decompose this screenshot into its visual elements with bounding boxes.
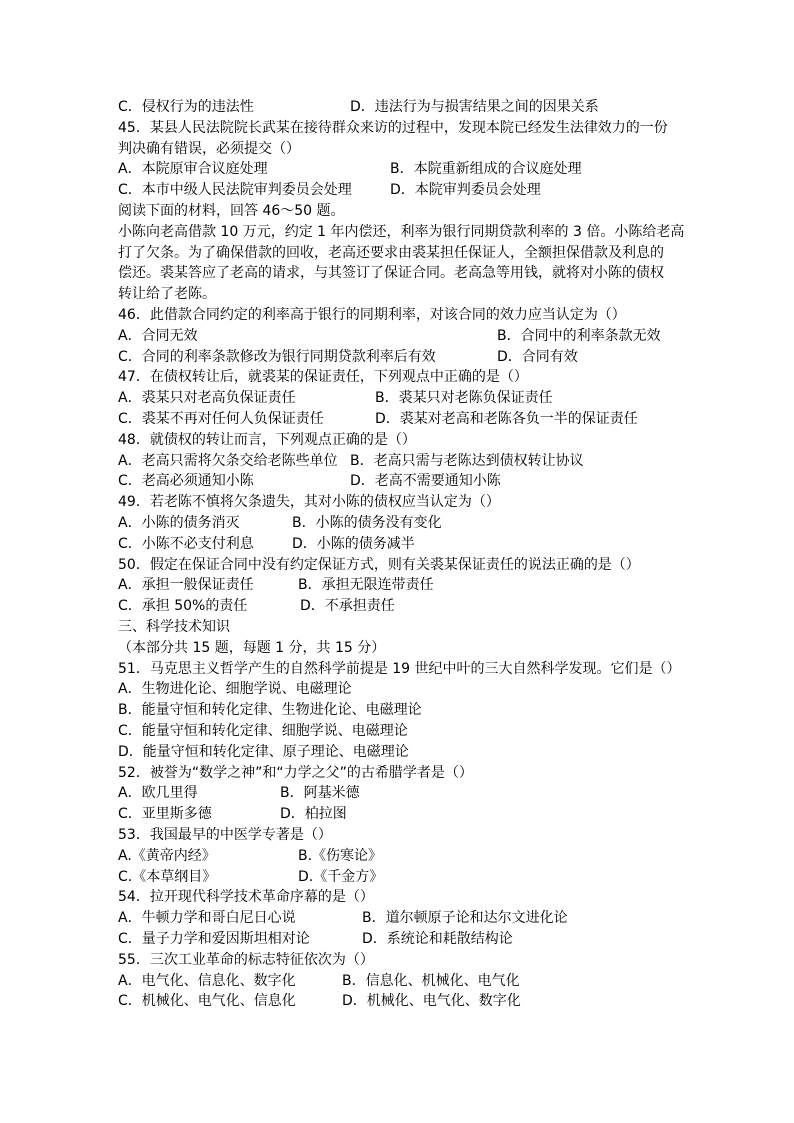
text-line (118, 305, 626, 325)
option-left: C．合同的利率条款修改为银行同期贷款利率后有效 (118, 348, 436, 365)
option-right: D．裘某对老高和老陈各负一半的保证责任 (375, 411, 638, 427)
line-text: 46．此借款合同约定的利率高于银行的同期利率，对该合同的效力应当认定为（） (118, 307, 626, 323)
option-right: D．违法行为与损害结果之间的因果关系 (350, 99, 599, 115)
text-line (118, 139, 300, 159)
text-line (118, 347, 578, 367)
option-right: B．合同中的利率条款无效 (497, 327, 661, 344)
option-right: B．裘某只对老陈负保证责任 (375, 390, 553, 407)
option-right: D．机械化、电气化、数字化 (342, 993, 521, 1010)
text-line (118, 825, 332, 845)
text-line (118, 783, 360, 803)
line-text: D．能量守恒和转化定律、原子理论、电磁理论 (118, 743, 409, 760)
text-line (118, 409, 638, 429)
option-left: A．小陈的债务消灭 (118, 515, 240, 531)
text-line (118, 263, 664, 283)
option-right: D．小陈的债务减半 (292, 535, 415, 552)
line-text: 判决确有错误，必须提交（） (118, 140, 300, 157)
text-line (118, 180, 541, 200)
option-right: B．本院重新组成的合议庭处理 (390, 161, 582, 178)
text-line (118, 118, 668, 138)
option-left: C．本市中级人民法院审判委员会处理 (118, 182, 352, 199)
text-line (118, 721, 408, 741)
text-line (118, 367, 528, 387)
text-line (118, 596, 395, 616)
option-left: C．量子力学和爱因斯坦相对论 (118, 931, 310, 947)
option-left: A．电气化、信息化、数字化 (118, 972, 296, 989)
text-line (118, 388, 553, 408)
text-line (118, 638, 385, 658)
text-line (118, 451, 584, 471)
text-line (118, 971, 520, 991)
line-text: 45．某县人民法院院长武某在接待群众来访的过程中，发现本院已经发生法律效力的一份 (118, 119, 668, 136)
option-left: C．小陈不必支付利息 (118, 535, 254, 552)
option-right: B．承担无限连带责任 (298, 577, 434, 594)
text-line (118, 575, 434, 595)
option-right: B．老高只需与老陈达到债权转让协议 (350, 452, 584, 469)
text-line (118, 867, 384, 887)
text-line (118, 700, 422, 720)
text-line (118, 887, 374, 907)
option-right: B．道尔顿原子论和达尔文进化论 (362, 910, 568, 927)
option-right: D．柏拉图 (280, 806, 347, 823)
option-right: D．合同有效 (497, 348, 578, 365)
option-left: C．老高必须通知小陈 (118, 473, 254, 490)
text-line (118, 430, 416, 450)
text-line (118, 513, 442, 533)
line-text: 阅读下面的材料，回答 46～50 题。 (118, 203, 345, 219)
text-line (118, 97, 599, 117)
line-text: 54．拉开现代科学技术革命序幕的是（） (118, 889, 374, 906)
line-text: 52．被誉为“数学之神”和“力学之父”的古希腊学者是（） (118, 764, 473, 781)
text-line (118, 991, 521, 1011)
text-line (118, 659, 681, 679)
line-text: 50．假定在保证合同中没有约定保证方式，则有关裘某保证责任的说法正确的是（） (118, 556, 640, 573)
option-right: D．老高不需要通知小陈 (350, 473, 501, 490)
text-line (118, 617, 230, 637)
option-left: C．机械化、电气化、信息化 (118, 993, 296, 1010)
option-left: C．侵权行为的违法性 (118, 99, 254, 115)
line-text: 55．三次工业革命的标志特征依次为（） (118, 951, 374, 968)
text-line (118, 846, 383, 866)
line-text: 转让给了老陈。 (118, 286, 216, 303)
text-line (118, 159, 582, 179)
text-line (118, 534, 415, 554)
option-left: A．欧几里得 (118, 785, 198, 802)
text-line (118, 908, 568, 928)
text-line (118, 492, 500, 512)
text-line (118, 555, 640, 575)
option-right: D．不承担责任 (300, 598, 395, 615)
option-right: B．信息化、机械化、电气化 (342, 972, 520, 989)
text-line (118, 679, 352, 699)
text-line (118, 201, 345, 221)
line-text: 47．在债权转让后，就裘某的保证责任，下列观点中正确的是（） (118, 369, 528, 386)
line-text: B．能量守恒和转化定律、生物进化论、电磁理论 (118, 702, 422, 719)
text-line (118, 742, 409, 762)
line-text: 三、科学技术知识 (118, 619, 230, 635)
option-right: D．本院审判委员会处理 (390, 182, 541, 199)
option-left: C．裘某不再对任何人负保证责任 (118, 411, 324, 427)
option-left: A．牛顿力学和哥白尼日心说 (118, 910, 296, 927)
option-left: A．承担一般保证责任 (118, 577, 254, 594)
line-text: A．生物进化论、细胞学说、电磁理论 (118, 681, 352, 698)
option-left: A．合同无效 (118, 327, 198, 344)
text-line (118, 950, 374, 970)
option-right: D.《千金方》 (298, 868, 384, 885)
text-line (118, 243, 664, 263)
line-text: （本部分共 15 题，每题 1 分，共 15 分） (118, 639, 386, 656)
text-line (118, 471, 501, 491)
option-right: B．小陈的债务没有变化 (292, 515, 442, 531)
option-right: B．阿基米德 (280, 785, 360, 802)
line-text: 53．我国最早的中医学专著是（） (118, 827, 332, 843)
text-line (118, 804, 347, 824)
line-text: 小陈向老高借款 10 万元，约定 1 年内偿还，利率为银行同期贷款利率的 3 倍。小陈给老高 (118, 223, 685, 240)
line-text: 48．就债权的转让而言，下列观点正确的是（） (118, 431, 416, 448)
text-line (118, 284, 216, 304)
option-left: A．老高只需将欠条交给老陈些单位 (118, 452, 338, 469)
option-left: C.《本草纲目》 (118, 868, 217, 885)
text-line (118, 929, 513, 949)
line-text: 偿还。裘某答应了老高的请求，与其签订了保证合同。老高急等用钱，就将对小陈的债权 (118, 265, 664, 282)
option-left: A．裘某只对老高负保证责任 (118, 390, 296, 407)
option-left: C．亚里斯多德 (118, 806, 212, 823)
text-line (118, 222, 684, 242)
line-text: 51．马克思主义哲学产生的自然科学前提是 19 世纪中叶的三大自然科学发现。它们是（） (118, 660, 681, 677)
line-text: 49．若老陈不慎将欠条遗失，其对小陈的债权应当认定为（） (118, 494, 500, 511)
line-text: 打了欠条。为了确保借款的回收，老高还要求由裘某担任保证人，全额担保借款及利息的 (118, 244, 664, 261)
text-line (118, 326, 661, 346)
option-left: C．承担 50%的责任 (118, 598, 248, 615)
option-left: A.《黄帝内经》 (118, 847, 216, 864)
option-right: B.《伤寒论》 (298, 847, 383, 864)
line-text: C．能量守恒和转化定律、细胞学说、电磁理论 (118, 723, 408, 739)
option-left: A．本院原审合议庭处理 (118, 161, 268, 178)
text-line (118, 763, 473, 783)
option-right: D．系统论和耗散结构论 (362, 931, 513, 947)
